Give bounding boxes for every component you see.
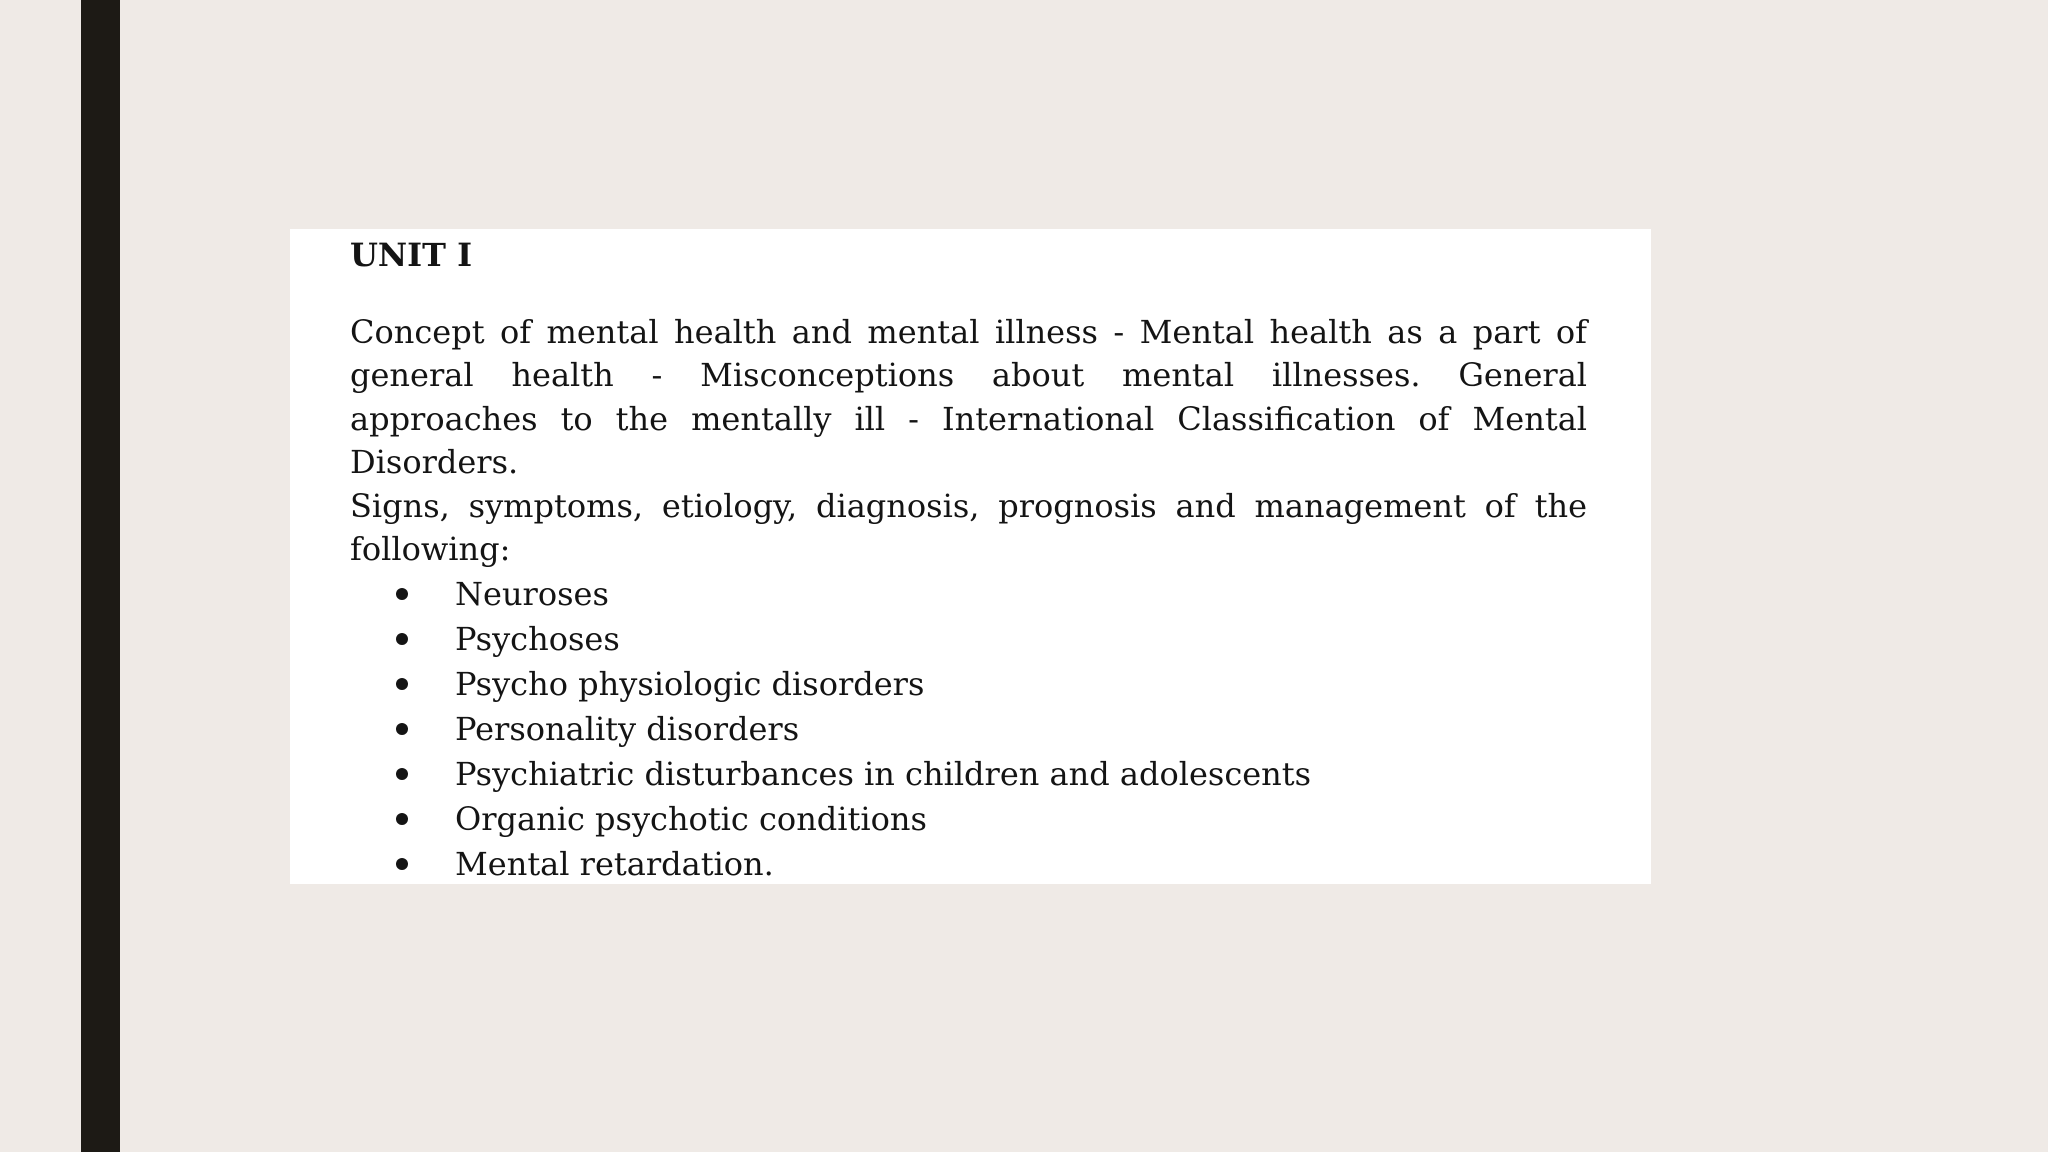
intro-paragraph: Concept of mental health and mental illness - Mental health as a part of general health - Misconceptions about mental illnesses. General approaches to the mentally ill - International Classification of Mental Disorders. — [350, 312, 1587, 482]
list-item-label: Psycho physiologic disorders — [455, 665, 925, 704]
disorder-list — [350, 572, 1587, 887]
list-item-label: Personality disorders — [455, 710, 800, 749]
accent-bar — [81, 0, 120, 1152]
list-item — [350, 797, 1587, 842]
list-item — [350, 842, 1587, 887]
list-item — [350, 662, 1587, 707]
list-item — [350, 752, 1587, 797]
list-item-label: Psychoses — [455, 620, 620, 659]
list-item — [350, 572, 1587, 617]
unit-title: UNIT I — [350, 236, 473, 274]
bullet-icon — [396, 678, 408, 690]
list-item-label: Mental retardation. — [455, 845, 774, 884]
list-item — [350, 707, 1587, 752]
bullet-icon — [396, 813, 408, 825]
list-item — [350, 617, 1587, 662]
list-item-label: Organic psychotic conditions — [455, 800, 927, 839]
signs-paragraph: Signs, symptoms, etiology, diagnosis, prognosis and management of the following: — [350, 486, 1587, 569]
bullet-icon — [396, 768, 408, 780]
document-panel — [290, 229, 1651, 884]
bullet-icon — [396, 858, 408, 870]
bullet-icon — [396, 633, 408, 645]
list-item-label: Psychiatric disturbances in children and adolescents — [455, 755, 1312, 794]
bullet-icon — [396, 723, 408, 735]
list-item-label: Neuroses — [455, 575, 609, 614]
bullet-icon — [396, 588, 408, 600]
